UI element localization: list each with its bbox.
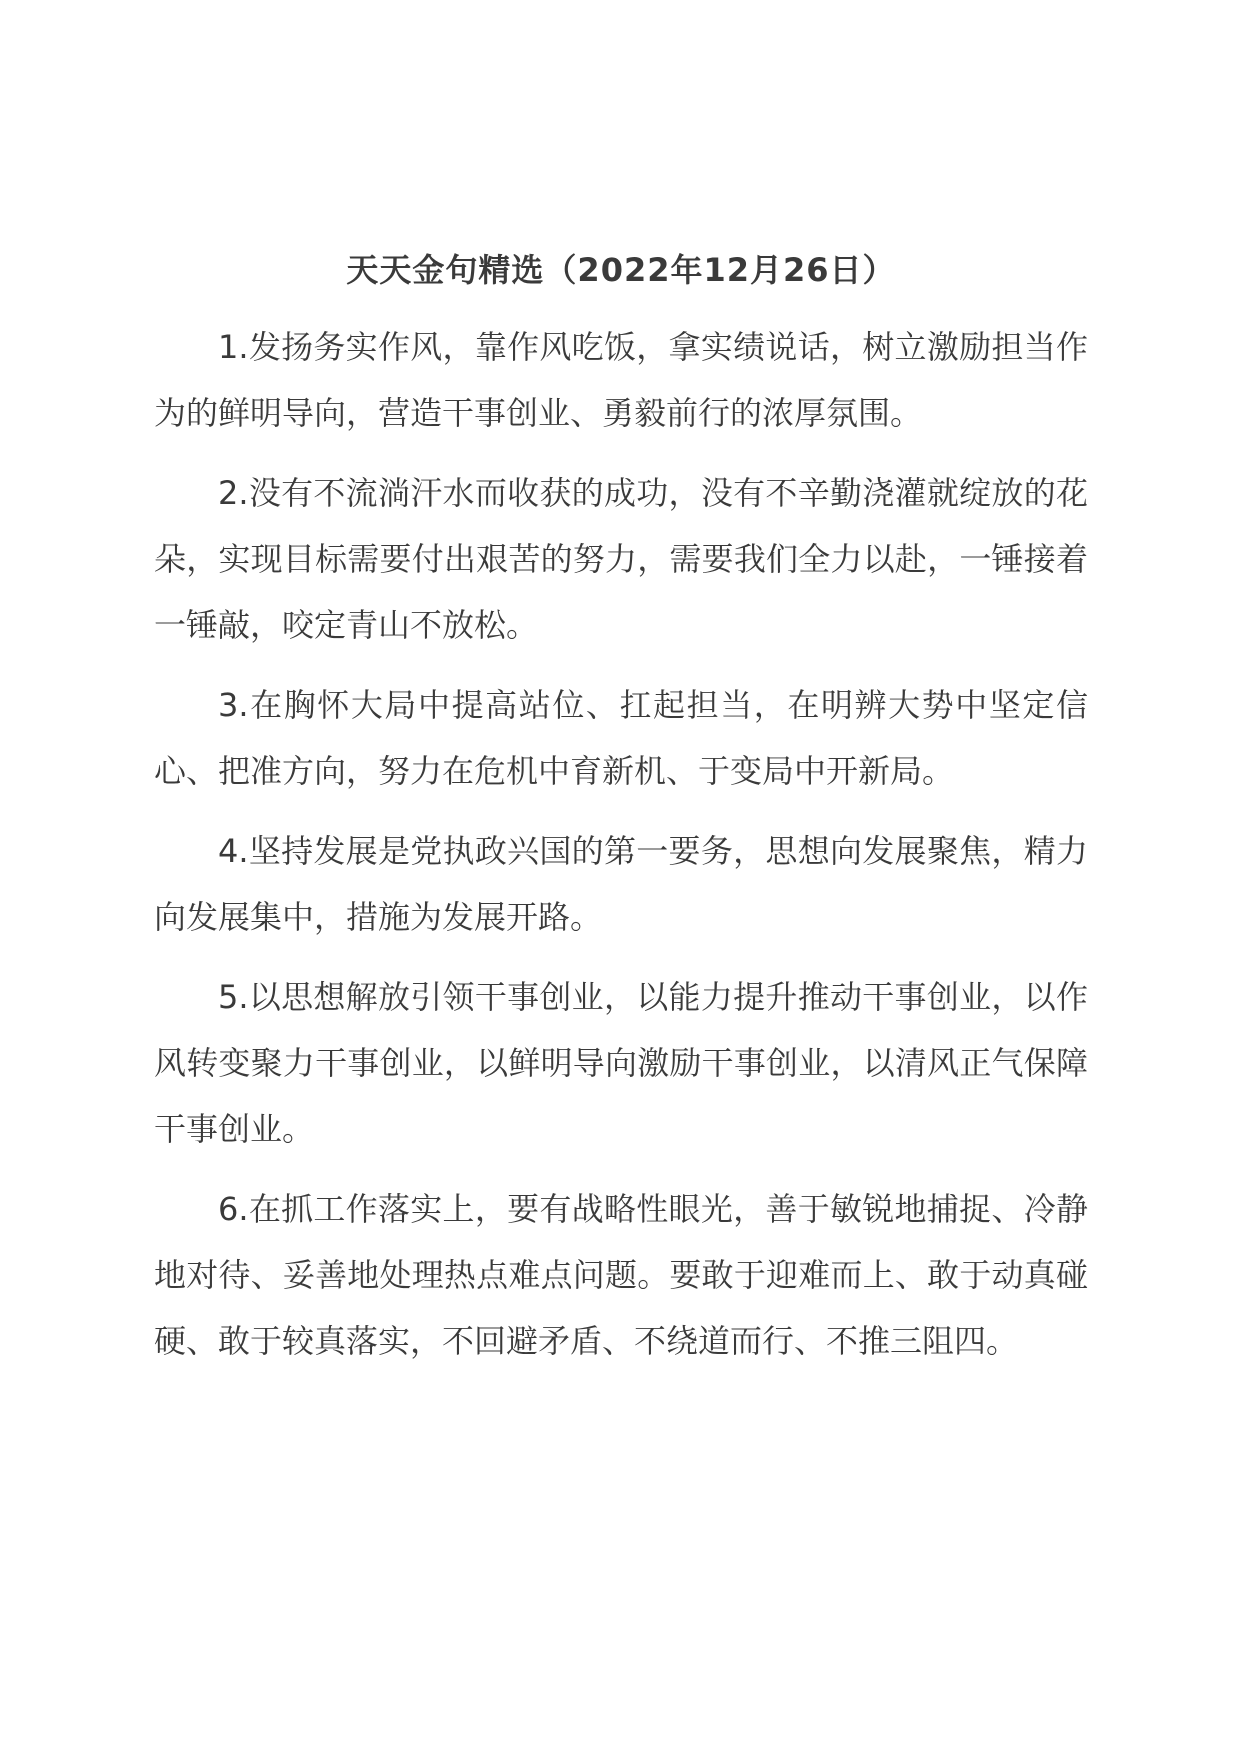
quote-paragraph-5: 5.以思想解放引领干事创业，以能力提升推动干事创业，以作风转变聚力干事创业，以鲜明导向激励干事创业，以清风正气保障干事创业。 — [154, 978, 1088, 1148]
quote-paragraph-3: 3.在胸怀大局中提高站位、扛起担当，在明辨大势中坚定信心、把准方向，努力在危机中育新机、于变局中开新局。 — [154, 686, 1088, 790]
quote-paragraph-4: 4.坚持发展是党执政兴国的第一要务，思想向发展聚焦，精力向发展集中，措施为发展开路。 — [154, 832, 1088, 936]
document-title: 天天金句精选（2022年12月26日） — [346, 251, 896, 289]
quote-paragraph-6: 6.在抓工作落实上，要有战略性眼光，善于敏锐地捕捉、冷静地对待、妥善地处理热点难点问题。要敢于迎难而上、敢于动真碰硬、敢于较真落实，不回避矛盾、不绕道而行、不推三阻四。 — [154, 1190, 1088, 1360]
quote-paragraph-2: 2.没有不流淌汗水而收获的成功，没有不辛勤浇灌就绽放的花朵，实现目标需要付出艰苦的努力，需要我们全力以赴，一锤接着一锤敲，咬定青山不放松。 — [154, 474, 1088, 644]
quote-paragraph-1: 1.发扬务实作风，靠作风吃饭，拿实绩说话，树立激励担当作为的鲜明导向，营造干事创业、勇毅前行的浓厚氛围。 — [154, 328, 1088, 432]
document-body — [154, 246, 1088, 1388]
